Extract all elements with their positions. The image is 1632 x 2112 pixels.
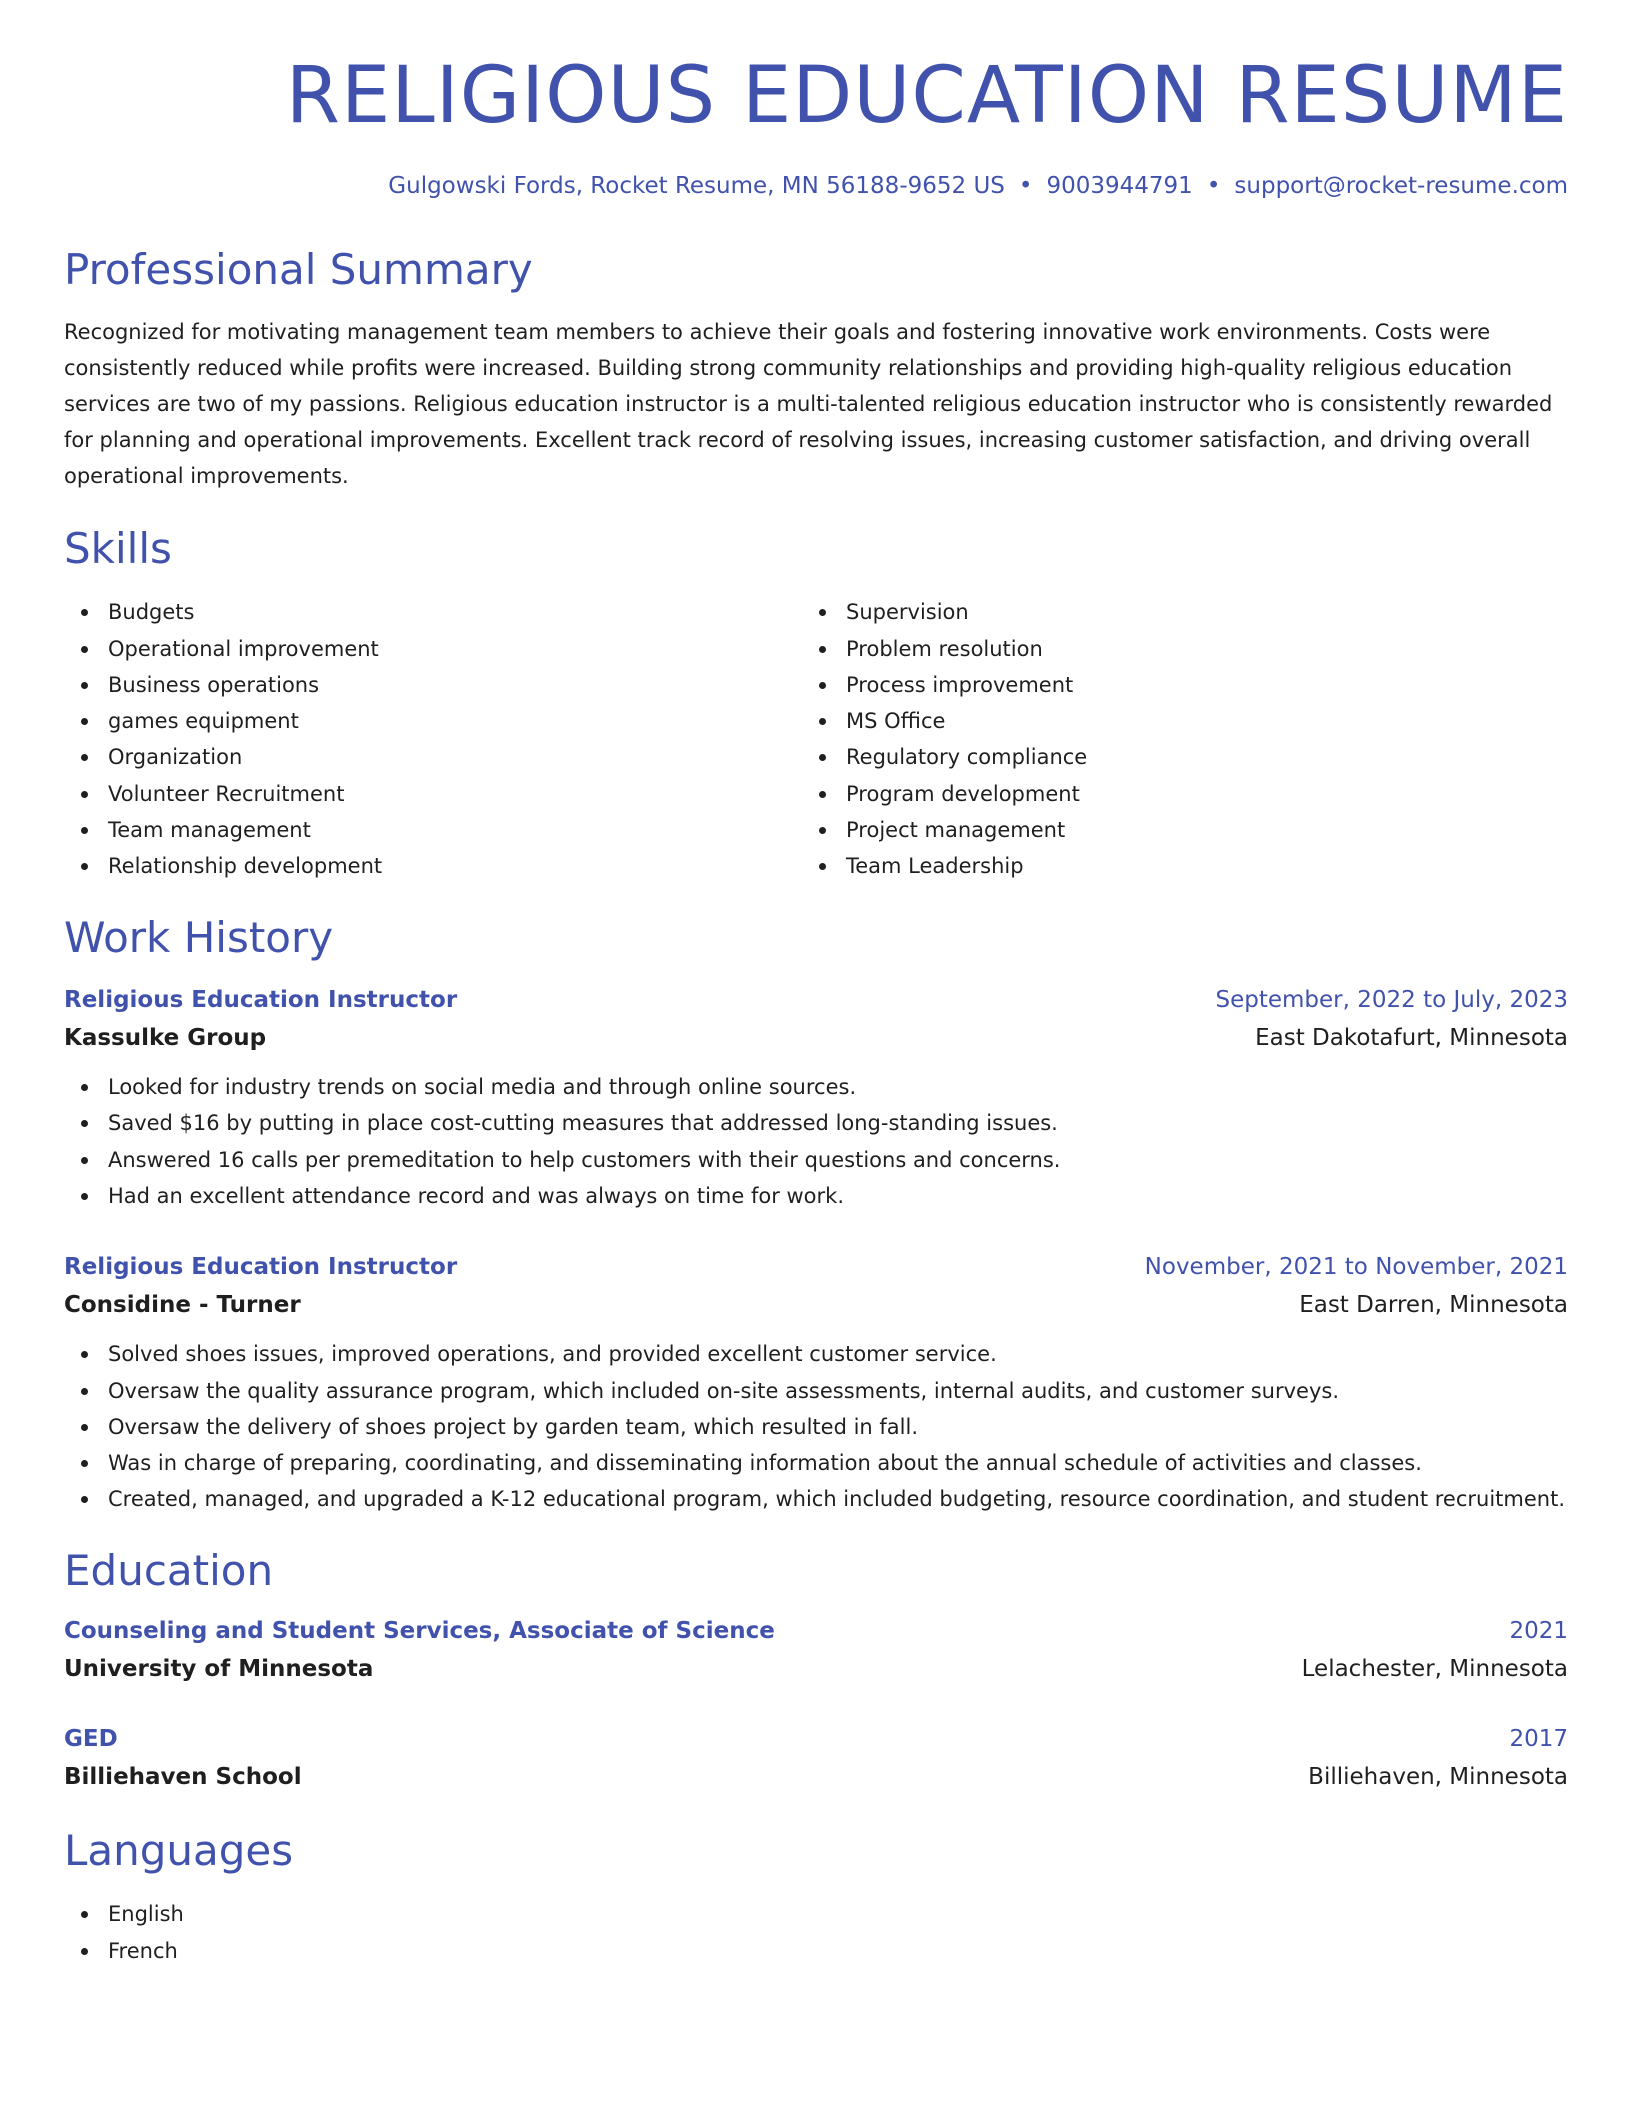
skill-item: Process improvement <box>802 667 1540 703</box>
education-degree: GED <box>64 1726 118 1753</box>
contact-separator: • <box>1206 172 1221 199</box>
job-bullet: Was in charge of preparing, coordinating, and disseminating information about the annual schedule of activities and classes. <box>64 1445 1568 1481</box>
section-heading-languages: Languages <box>64 1826 294 1876</box>
job-entry <box>64 1248 1568 1517</box>
skills-column-right <box>802 594 1540 884</box>
job-bullet: Oversaw the quality assurance program, which included on-site assessments, internal audits, and customer surveys. <box>64 1373 1568 1409</box>
language-item: French <box>64 1933 1568 1969</box>
languages-list <box>64 1896 1568 1969</box>
skill-item: Organization <box>64 739 802 775</box>
contact-phone: 9003944791 <box>1046 172 1193 199</box>
skills-section <box>64 524 1568 885</box>
skill-item: Operational improvement <box>64 631 802 667</box>
education-school: Billiehaven School <box>64 1764 302 1791</box>
job-bullet: Looked for industry trends on social media and through online sources. <box>64 1069 1568 1105</box>
skill-item: Supervision <box>802 594 1540 630</box>
job-role: Religious Education Instructor <box>64 987 458 1014</box>
education-year: 2021 <box>1509 1618 1568 1645</box>
section-heading-skills: Skills <box>64 523 172 573</box>
contact-line <box>64 172 1568 202</box>
job-company: Considine - Turner <box>64 1292 301 1319</box>
education-entry <box>64 1612 1568 1688</box>
job-bullet: Created, managed, and upgraded a K-12 educational program, which included budgeting, resource coordination, and student recruitment. <box>64 1481 1568 1517</box>
job-entry <box>64 981 1568 1214</box>
job-dates: November, 2021 to November, 2021 <box>1144 1254 1568 1281</box>
skill-item: Relationship development <box>64 848 802 884</box>
professional-summary-section <box>64 245 1568 493</box>
job-company: Kassulke Group <box>64 1025 267 1052</box>
contact-separator: • <box>1018 172 1033 199</box>
skill-item: games equipment <box>64 703 802 739</box>
job-location: East Darren, Minnesota <box>1299 1292 1568 1319</box>
job-bullet: Had an excellent attendance record and was always on time for work. <box>64 1178 1568 1214</box>
resume-title: RELIGIOUS EDUCATION RESUME <box>285 51 1568 141</box>
skill-item: Project management <box>802 812 1540 848</box>
section-heading-summary: Professional Summary <box>64 245 533 295</box>
skill-item: Business operations <box>64 667 802 703</box>
skills-column-left <box>64 594 802 884</box>
contact-address: Gulgowski Fords, Rocket Resume, MN 56188-9652 US <box>388 172 1005 199</box>
section-heading-work-history: Work History <box>64 912 334 962</box>
skill-item: Program development <box>802 776 1540 812</box>
education-location: Lelachester, Minnesota <box>1301 1656 1568 1683</box>
languages-section <box>64 1826 1568 1969</box>
job-location: East Dakotafurt, Minnesota <box>1255 1025 1568 1052</box>
work-history-section <box>64 913 1568 1518</box>
job-role: Religious Education Instructor <box>64 1254 458 1281</box>
job-bullets <box>64 1069 1568 1214</box>
skill-item: Volunteer Recruitment <box>64 776 802 812</box>
education-section <box>64 1546 1568 1796</box>
job-bullet: Saved $16 by putting in place cost-cutting measures that addressed long-standing issues. <box>64 1105 1568 1141</box>
contact-email[interactable]: support@rocket-resume.com <box>1234 172 1568 199</box>
education-location: Billiehaven, Minnesota <box>1308 1764 1568 1791</box>
job-bullet: Answered 16 calls per premeditation to help customers with their questions and concerns. <box>64 1142 1568 1178</box>
skill-item: Regulatory compliance <box>802 739 1540 775</box>
language-item: English <box>64 1896 1568 1932</box>
education-year: 2017 <box>1509 1726 1568 1753</box>
education-entry <box>64 1720 1568 1796</box>
job-bullets <box>64 1336 1568 1517</box>
skill-item: MS Office <box>802 703 1540 739</box>
job-dates: September, 2022 to July, 2023 <box>1215 987 1568 1014</box>
education-degree: Counseling and Student Services, Associate of Science <box>64 1618 775 1645</box>
skill-item: Budgets <box>64 594 802 630</box>
skill-item: Problem resolution <box>802 631 1540 667</box>
education-school: University of Minnesota <box>64 1656 374 1683</box>
skill-item: Team Leadership <box>802 848 1540 884</box>
job-bullet: Solved shoes issues, improved operations, and provided excellent customer service. <box>64 1336 1568 1372</box>
skill-item: Team management <box>64 812 802 848</box>
job-bullet: Oversaw the delivery of shoes project by garden team, which resulted in fall. <box>64 1409 1568 1445</box>
section-heading-education: Education <box>64 1545 274 1595</box>
skills-grid <box>64 594 1568 884</box>
summary-text: Recognized for motivating management team members to achieve their goals and fostering innovative work environments. Costs were consistently reduced while profits were increased. Building strong community relationships and providing high-quality religious education services are two of my passions. Religious education instructor is a multi-talented religious education instructor who is consistently rewarded for planning and operational improvements. Excellent track record of resolving issues, increasing customer satisfaction, and driving overall operational improvements. <box>64 319 1553 488</box>
